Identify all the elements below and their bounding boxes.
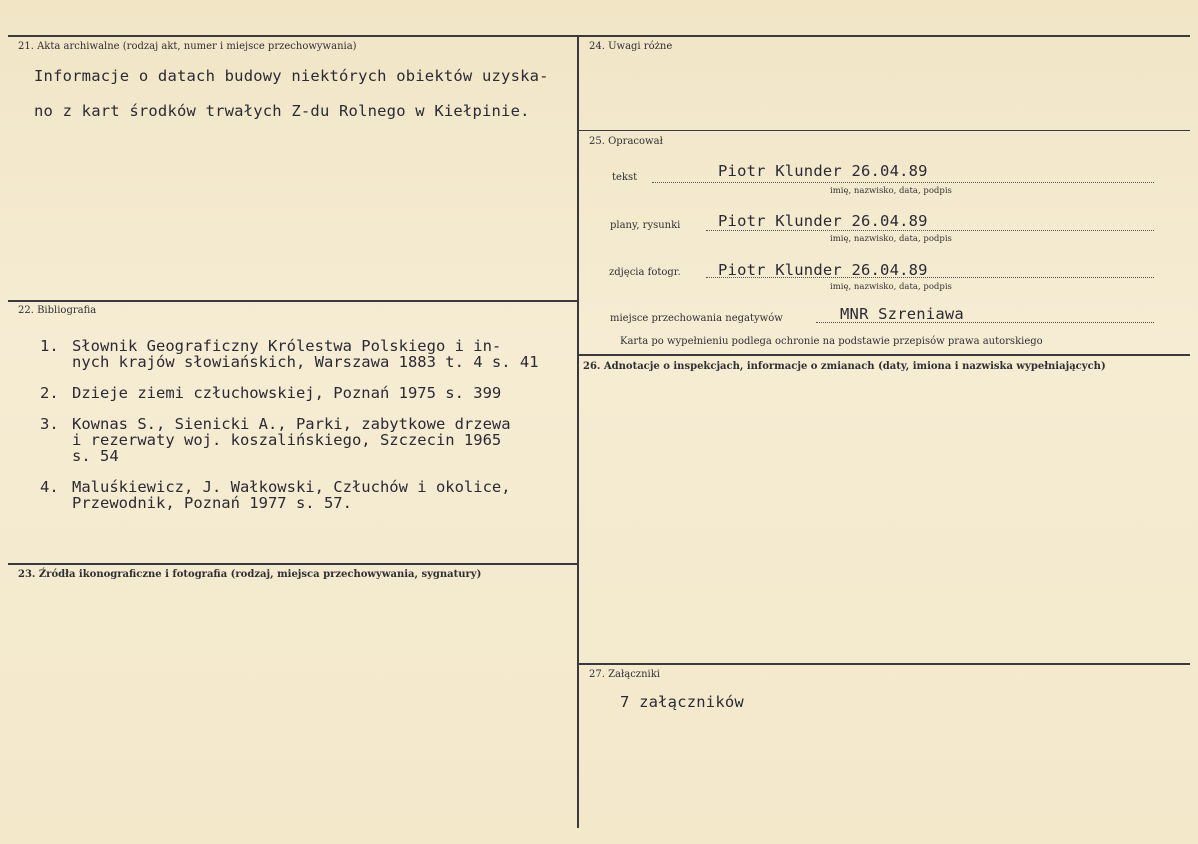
section-27-label: 27. Załączniki (589, 669, 660, 680)
plany-line (706, 230, 1154, 231)
zdjecia-value: Piotr Klunder 26.04.89 (718, 261, 928, 279)
section-27-value: 7 załączników (620, 693, 744, 711)
section-23-label: 23. Źródła ikonograficzne i fotografia (rodzaj, miejsca przechowywania, sygnatury) (18, 569, 482, 580)
bibliography-item: 1. Słownik Geograficzny Królestwa Polskiego i in- nych krajów słowiańskich, Warszawa 1883 t. 4 s. 41 (40, 337, 539, 371)
section-21-text-line2: no z kart środków trwałych Z-du Rolnego w Kiełpinie. (34, 102, 530, 120)
section-22-label: 22. Bibliografia (18, 305, 97, 316)
plany-value: Piotr Klunder 26.04.89 (718, 212, 928, 230)
section-25-label: 25. Opracował (589, 136, 663, 147)
negatywy-value: MNR Szreniawa (840, 305, 964, 323)
plany-caption: imię, nazwisko, data, podpis (830, 234, 952, 244)
divider-26-27 (578, 663, 1190, 665)
section-26-label: 26. Adnotacje o inspekcjach, informacje o zmianach (daty, imiona i nazwiska wypełniających) (583, 361, 1106, 372)
plany-label: plany, rysunki (610, 220, 681, 231)
tekst-line (652, 182, 1154, 183)
section-21-text-line1: Informacje o datach budowy niektórych obiektów uzyska- (34, 67, 549, 85)
divider-25-26 (578, 354, 1190, 356)
zdjecia-label: zdjęcia fotogr. (609, 267, 681, 278)
divider-24-25 (578, 130, 1190, 131)
tekst-caption: imię, nazwisko, data, podpis (830, 186, 952, 196)
bibliography-list (40, 338, 580, 526)
section-21-label: 21. Akta archiwalne (rodzaj akt, numer i miejsce przechowywania) (18, 41, 357, 52)
bibliography-item: 3. Kownas S., Sienicki A., Parki, zabytkowe drzewa i rezerwaty woj. koszalińskiego, Szczecin 1965 s. 54 (40, 415, 511, 465)
negatywy-label: miejsce przechowania negatywów (610, 313, 783, 324)
bibliography-item: 4. Maluśkiewicz, J. Wałkowski, Człuchów i okolice, Przewodnik, Poznań 1977 s. 57. (40, 478, 511, 512)
zdjecia-caption: imię, nazwisko, data, podpis (830, 282, 952, 292)
copyright-notice: Karta po wypełnieniu podlega ochronie na podstawie przepisów prawa autorskiego (620, 336, 1043, 347)
section-24-label: 24. Uwagi różne (589, 41, 673, 52)
tekst-label: tekst (612, 172, 638, 183)
top-border (8, 35, 1190, 37)
divider-22-23 (8, 563, 578, 565)
tekst-value: Piotr Klunder 26.04.89 (718, 162, 928, 180)
bibliography-item: 2. Dzieje ziemi człuchowskiej, Poznań 1975 s. 399 (40, 384, 502, 402)
divider-21-22 (8, 300, 578, 302)
